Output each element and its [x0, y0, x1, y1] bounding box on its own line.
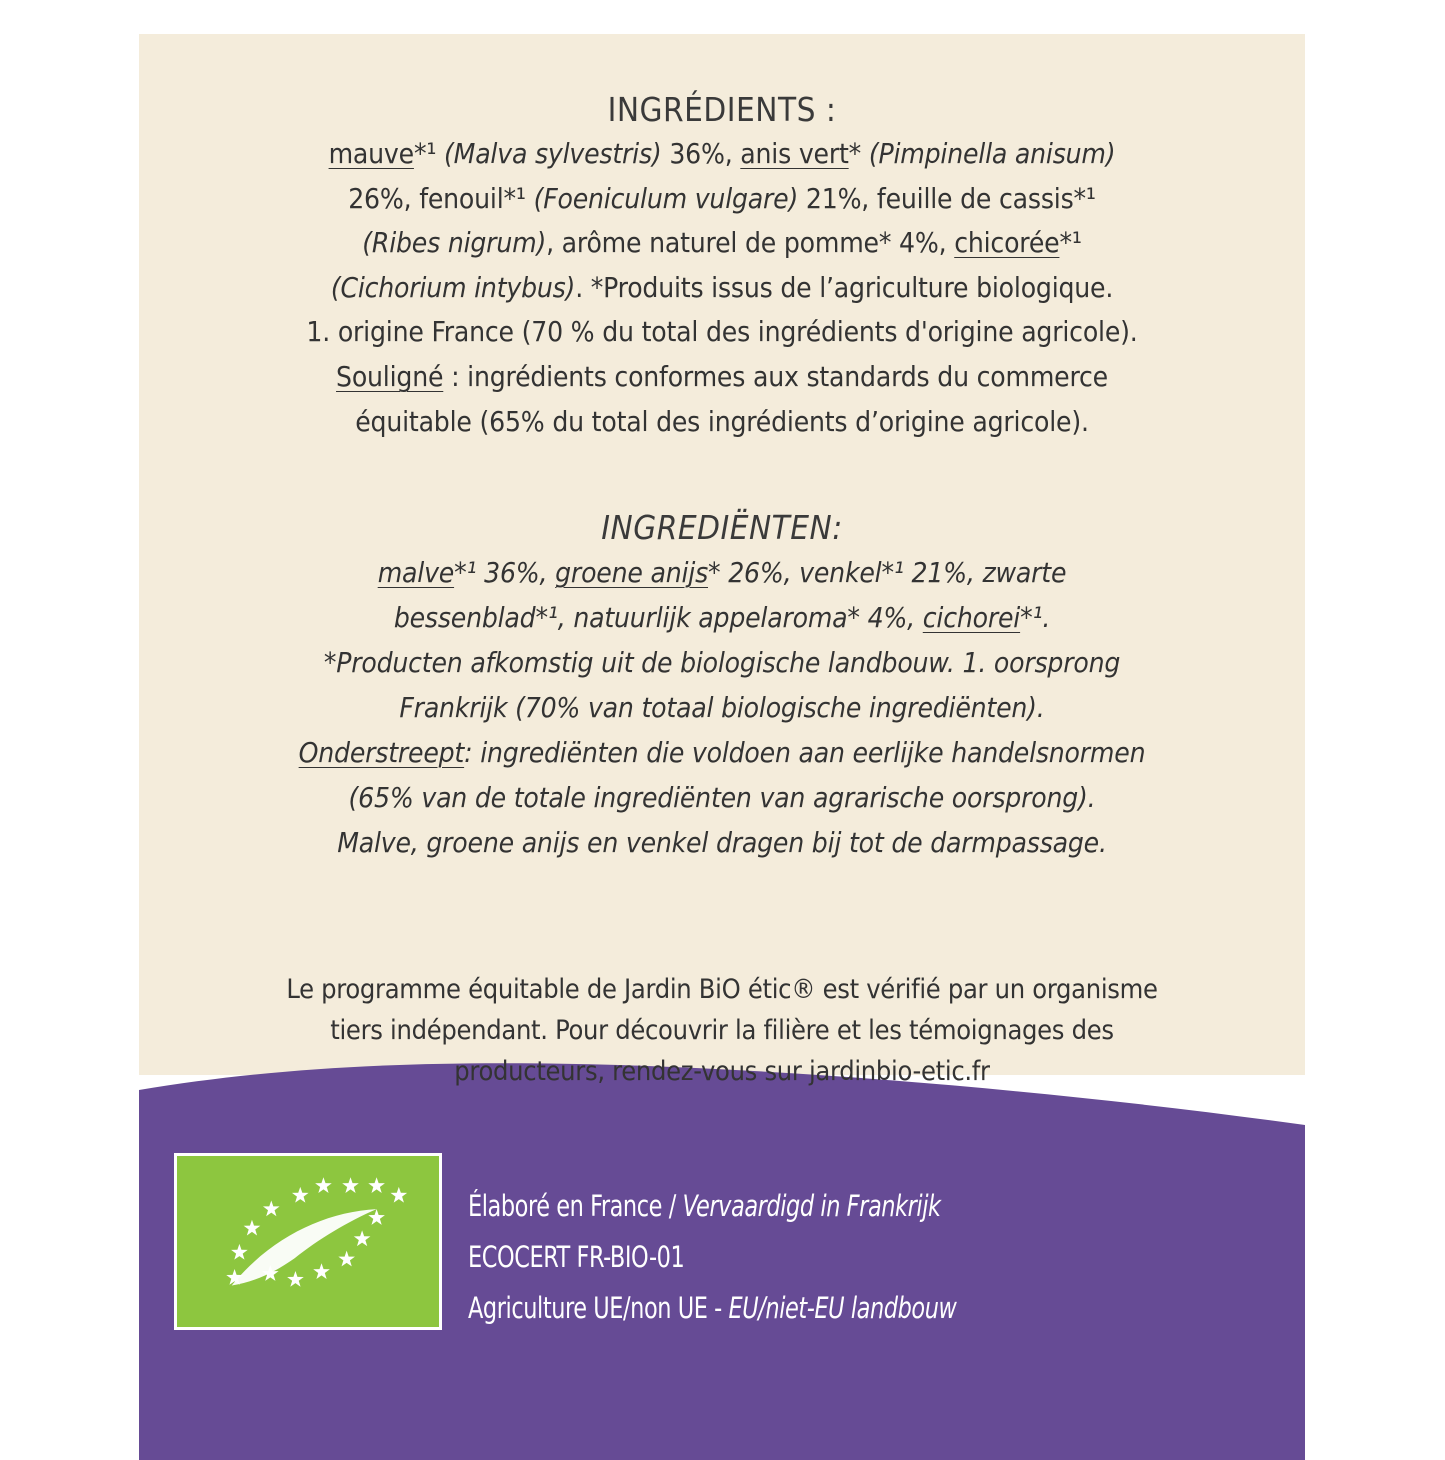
ingredients-line: mauve*¹ (Malva sylvestris) 36%, anis vert* (Pimpinella anisum) — [328, 137, 1116, 170]
footer-layer — [139, 0, 1305, 1445]
ingredients-line: Frankrijk (70% van totaal biologische ingrediënten). — [399, 691, 1045, 724]
ingredients-line: *Producten afkomstig uit de biologische landbouw. 1. oorsprong — [323, 646, 1121, 679]
ingredients-line: Malve, groene anijs en venkel dragen bij tot de darmpassage. — [337, 826, 1107, 859]
fairtrade-note-line: tiers indépendant. Pour découvrir la filière et les témoignages des — [330, 1015, 1114, 1046]
ingredients-line: bessenblad*¹, natuurlijk appelaroma* 4%, cichorei*¹. — [393, 601, 1051, 634]
ingredients-line: 1. origine France (70 % du total des ingrédients d'origine agricole). — [306, 315, 1138, 349]
ingredients-line: (65% van de totale ingrediënten van agrarische oorsprong). — [348, 781, 1096, 814]
ingredients-heading-dutch: INGREDIËNTEN: — [601, 508, 843, 547]
fairtrade-note-line: producteurs, rendez-vous sur jardinbio-etic.fr — [454, 1056, 990, 1087]
made-in-line: Élaboré en France / Vervaardigd in Frankrijk — [468, 1189, 941, 1223]
fairtrade-note-line: Le programme équitable de Jardin BiO étic® est vérifié par un organisme — [286, 974, 1158, 1005]
ingredients-line: malve*¹ 36%, groene anijs* 26%, venkel*¹ 21%, zwarte — [377, 556, 1067, 589]
ingredients-line: 26%, fenouil*¹ (Foeniculum vulgare) 21%, feuille de cassis*¹ — [348, 181, 1096, 215]
ingredients-line: Onderstreept: ingrediënten die voldoen aan eerlijke handelsnormen — [298, 736, 1146, 769]
certification-text — [468, 1181, 956, 1334]
agriculture-origin-line: Agriculture UE/non UE - EU/niet-EU landbouw — [468, 1291, 957, 1325]
ingredients-line: équitable (65% du total des ingrédients d’origine agricole). — [355, 404, 1089, 438]
ingredients-line: (Ribes nigrum), arôme naturel de pomme* 4%, chicorée*¹ — [362, 226, 1082, 260]
eu-organic-leaf-icon — [174, 1153, 442, 1330]
ingredients-heading-french: INGRÉDIENTS : — [607, 90, 837, 129]
ingredients-line: (Cichorium intybus). *Produits issus de l’agriculture biologique. — [330, 270, 1114, 304]
certification-code: ECOCERT FR-BIO-01 — [468, 1240, 685, 1274]
ingredients-line: Souligné : ingrédients conformes aux standards du commerce — [336, 359, 1108, 393]
